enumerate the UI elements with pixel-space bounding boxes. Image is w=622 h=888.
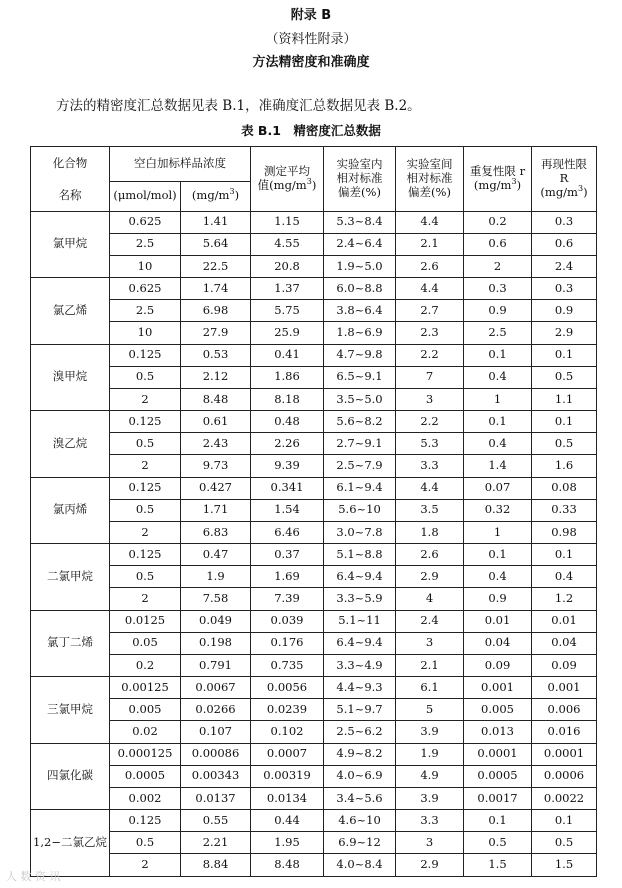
table-cell: 1.9~5.0 xyxy=(324,255,396,277)
table-row xyxy=(31,854,597,877)
header-unit-umol: (μmol/mol) xyxy=(110,182,181,212)
table-cell: 4.55 xyxy=(251,233,324,255)
table-cell: 5.6~10 xyxy=(324,499,396,521)
table-cell: 2.7 xyxy=(396,300,464,322)
table-cell: 0.04 xyxy=(532,632,597,654)
table-cell: 0.5 xyxy=(110,499,181,521)
table-cell: 2.5 xyxy=(110,233,181,255)
table-row xyxy=(31,455,597,477)
table-row xyxy=(31,278,597,300)
table-cell: 0.9 xyxy=(532,300,597,322)
table-cell: 4.0~6.9 xyxy=(324,765,396,787)
table-cell: 0.0005 xyxy=(464,765,532,787)
table-cell: 20.8 xyxy=(251,255,324,277)
header-intra-rsd: 实验室内 相对标准 偏差(%) xyxy=(324,147,396,212)
table-cell: 0.5 xyxy=(464,832,532,854)
table-cell: 3.3~4.9 xyxy=(324,654,396,676)
table-cell: 5.64 xyxy=(181,233,251,255)
table-row xyxy=(31,721,597,743)
table-cell: 0.125 xyxy=(110,810,181,832)
table-cell: 6.4~9.4 xyxy=(324,632,396,654)
table-cell: 1.1 xyxy=(532,388,597,410)
table-body xyxy=(31,211,597,877)
table-cell: 0.44 xyxy=(251,810,324,832)
compound-name: 氯乙烯 xyxy=(31,278,110,345)
table-row xyxy=(31,255,597,277)
table-cell: 0.1 xyxy=(532,344,597,366)
table-caption: 表 B.1 精密度汇总数据 xyxy=(241,123,381,138)
table-cell: 0.1 xyxy=(464,544,532,566)
table-cell: 2.3 xyxy=(396,322,464,344)
table-cell: 0.01 xyxy=(464,610,532,632)
table-cell: 0.5 xyxy=(532,366,597,388)
table-cell: 3.4~5.6 xyxy=(324,787,396,809)
table-cell: 3.9 xyxy=(396,787,464,809)
table-cell: 1.37 xyxy=(251,278,324,300)
table-cell: 6.1 xyxy=(396,677,464,699)
table-cell: 0.08 xyxy=(532,477,597,499)
table-cell: 2.7~9.1 xyxy=(324,433,396,455)
table-cell: 1.5 xyxy=(532,854,597,877)
table-cell: 0.002 xyxy=(110,787,181,809)
table-cell: 8.84 xyxy=(181,854,251,877)
table-cell: 0.107 xyxy=(181,721,251,743)
table-cell: 0.5 xyxy=(532,832,597,854)
compound-name: 氯丁二烯 xyxy=(31,610,110,677)
table-cell: 2.12 xyxy=(181,366,251,388)
table-cell: 0.001 xyxy=(532,677,597,699)
table-cell: 0.0239 xyxy=(251,699,324,721)
table-cell: 0.9 xyxy=(464,300,532,322)
table-cell: 0.0005 xyxy=(110,765,181,787)
table-cell: 2.4 xyxy=(532,255,597,277)
table-row xyxy=(31,499,597,521)
header-compound-name: 名称 xyxy=(31,182,110,212)
table-cell: 0.4 xyxy=(464,433,532,455)
table-cell: 9.73 xyxy=(181,455,251,477)
table-cell: 2.4 xyxy=(396,610,464,632)
table-cell: 2 xyxy=(110,455,181,477)
table-cell: 0.98 xyxy=(532,521,597,543)
table-cell: 2.2 xyxy=(396,344,464,366)
table-cell: 10 xyxy=(110,255,181,277)
table-cell: 2 xyxy=(110,588,181,610)
table-cell: 0.1 xyxy=(532,810,597,832)
table-cell: 3 xyxy=(396,632,464,654)
table-cell: 3.0~7.8 xyxy=(324,521,396,543)
table-cell: 1.4 xyxy=(464,455,532,477)
table-cell: 0.00343 xyxy=(181,765,251,787)
table-cell: 1.15 xyxy=(251,211,324,233)
table-cell: 0.47 xyxy=(181,544,251,566)
table-cell: 0.3 xyxy=(464,278,532,300)
table-cell: 2.1 xyxy=(396,654,464,676)
table-cell: 1.69 xyxy=(251,566,324,588)
table-row xyxy=(31,654,597,676)
watermark: 人 数 资 讯 xyxy=(6,870,61,883)
compound-name: 二氯甲烷 xyxy=(31,544,110,611)
table-cell: 5.75 xyxy=(251,300,324,322)
table-cell: 0.005 xyxy=(110,699,181,721)
appendix-title: 方法精密度和准确度 xyxy=(252,55,370,70)
table-row xyxy=(31,677,597,699)
table-row xyxy=(31,787,597,809)
table-cell: 3 xyxy=(396,388,464,410)
table-cell: 6.83 xyxy=(181,521,251,543)
table-cell: 2.5~7.9 xyxy=(324,455,396,477)
header-reproducibility-limit: 再现性限 R $(mg/m^3)$ xyxy=(532,147,597,212)
table-cell: 8.18 xyxy=(251,388,324,410)
table-cell: 0.1 xyxy=(464,810,532,832)
table-cell: 1.54 xyxy=(251,499,324,521)
table-cell: 0.48 xyxy=(251,411,324,433)
table-cell: 5.1~11 xyxy=(324,610,396,632)
table-cell: 4.9~8.2 xyxy=(324,743,396,765)
table-cell: 1 xyxy=(464,521,532,543)
compound-name: 溴乙烷 xyxy=(31,411,110,478)
table-cell: 1.6 xyxy=(532,455,597,477)
table-cell: 0.00319 xyxy=(251,765,324,787)
table-cell: 0.09 xyxy=(532,654,597,676)
table-cell: 2.9 xyxy=(532,322,597,344)
table-cell: 1.86 xyxy=(251,366,324,388)
table-cell: 0.000125 xyxy=(110,743,181,765)
table-row xyxy=(31,211,597,233)
table-cell: 3.9 xyxy=(396,721,464,743)
table-row xyxy=(31,322,597,344)
table-row xyxy=(31,477,597,499)
table-cell: 0.61 xyxy=(181,411,251,433)
table-row xyxy=(31,632,597,654)
table-cell: 0.37 xyxy=(251,544,324,566)
table-cell: 0.55 xyxy=(181,810,251,832)
table-cell: 0.341 xyxy=(251,477,324,499)
table-cell: 0.5 xyxy=(110,566,181,588)
table-cell: 0.02 xyxy=(110,721,181,743)
table-cell: 0.32 xyxy=(464,499,532,521)
table-cell: 0.1 xyxy=(532,411,597,433)
precision-table xyxy=(30,146,597,877)
table-cell: 7 xyxy=(396,366,464,388)
table-cell: 1.41 xyxy=(181,211,251,233)
table-row xyxy=(31,411,597,433)
table-cell: 7.39 xyxy=(251,588,324,610)
table-cell: 2.5~6.2 xyxy=(324,721,396,743)
table-cell: 2 xyxy=(110,388,181,410)
table-cell: 4.4 xyxy=(396,477,464,499)
table-cell: 0.176 xyxy=(251,632,324,654)
table-cell: 0.41 xyxy=(251,344,324,366)
compound-name: 氯丙烯 xyxy=(31,477,110,544)
table-cell: 0.0266 xyxy=(181,699,251,721)
table-cell: 1.8 xyxy=(396,521,464,543)
compound-name: 溴甲烷 xyxy=(31,344,110,411)
table-cell: 6.0~8.8 xyxy=(324,278,396,300)
table-cell: 0.013 xyxy=(464,721,532,743)
table-cell: 0.625 xyxy=(110,278,181,300)
table-cell: 0.2 xyxy=(110,654,181,676)
table-cell: 5 xyxy=(396,699,464,721)
table-cell: 0.00086 xyxy=(181,743,251,765)
table-cell: 4.0~8.4 xyxy=(324,854,396,877)
table-cell: 9.39 xyxy=(251,455,324,477)
table-cell: 7.58 xyxy=(181,588,251,610)
table-cell: 0.427 xyxy=(181,477,251,499)
table-cell: 4.4~9.3 xyxy=(324,677,396,699)
table-cell: 2.6 xyxy=(396,544,464,566)
appendix-type: （资料性附录） xyxy=(265,32,357,47)
table-cell: 0.0056 xyxy=(251,677,324,699)
header-mean-value: 测定平均 值$(mg/m^3)$ xyxy=(251,147,324,212)
appendix-label: 附录 B xyxy=(290,8,332,23)
table-cell: 5.1~8.8 xyxy=(324,544,396,566)
header-compound: 化合物 xyxy=(31,147,110,182)
table-cell: 2.2 xyxy=(396,411,464,433)
table-cell: 4.9 xyxy=(396,765,464,787)
table-row xyxy=(31,810,597,832)
table-cell: 0.6 xyxy=(532,233,597,255)
compound-name: 氯甲烷 xyxy=(31,211,110,278)
table-cell: 3.3 xyxy=(396,455,464,477)
table-row xyxy=(31,743,597,765)
table-cell: 2.21 xyxy=(181,832,251,854)
table-cell: 1.5 xyxy=(464,854,532,877)
table-cell: 0.00125 xyxy=(110,677,181,699)
table-cell: 4.7~9.8 xyxy=(324,344,396,366)
table-cell: 0.001 xyxy=(464,677,532,699)
table-cell: 0.04 xyxy=(464,632,532,654)
table-cell: 0.09 xyxy=(464,654,532,676)
table-cell: 4.4 xyxy=(396,211,464,233)
table-cell: 0.33 xyxy=(532,499,597,521)
table-cell: 0.102 xyxy=(251,721,324,743)
table-cell: 0.1 xyxy=(464,411,532,433)
table-cell: 0.5 xyxy=(110,366,181,388)
table-row xyxy=(31,699,597,721)
table-cell: 0.006 xyxy=(532,699,597,721)
table-cell: 0.3 xyxy=(532,211,597,233)
header-inter-rsd: 实验室间 相对标准 偏差(%) xyxy=(396,147,464,212)
table-row xyxy=(31,300,597,322)
table-cell: 0.0067 xyxy=(181,677,251,699)
table-cell: 6.1~9.4 xyxy=(324,477,396,499)
table-cell: 8.48 xyxy=(251,854,324,877)
table-cell: 2.6 xyxy=(396,255,464,277)
table-cell: 2.9 xyxy=(396,566,464,588)
table-cell: 4.4 xyxy=(396,278,464,300)
header-unit-mg: $(mg/m^3)$ xyxy=(181,182,251,212)
table-cell: 0.735 xyxy=(251,654,324,676)
table-cell: 2.26 xyxy=(251,433,324,455)
table-cell: 8.48 xyxy=(181,388,251,410)
table-cell: 2.9 xyxy=(396,854,464,877)
intro-paragraph: 方法的精密度汇总数据见表 B.1，准确度汇总数据见表 B.2。 xyxy=(56,98,421,114)
table-cell: 0.4 xyxy=(464,366,532,388)
header-repeatability-limit: 重复性限 r $(mg/m^3)$ xyxy=(464,147,532,212)
table-row xyxy=(31,544,597,566)
table-cell: 0.4 xyxy=(464,566,532,588)
table-cell: 0.625 xyxy=(110,211,181,233)
table-cell: 0.53 xyxy=(181,344,251,366)
table-cell: 3.8~6.4 xyxy=(324,300,396,322)
table-cell: 0.0137 xyxy=(181,787,251,809)
table-cell: 1.8~6.9 xyxy=(324,322,396,344)
table-cell: 2 xyxy=(464,255,532,277)
table-cell: 0.0125 xyxy=(110,610,181,632)
table-cell: 0.5 xyxy=(532,433,597,455)
table-cell: 0.6 xyxy=(464,233,532,255)
table-row xyxy=(31,388,597,410)
compound-name: 四氯化碳 xyxy=(31,743,110,810)
table-cell: 2.1 xyxy=(396,233,464,255)
table-cell: 0.05 xyxy=(110,632,181,654)
table-cell: 6.98 xyxy=(181,300,251,322)
table-cell: 0.125 xyxy=(110,544,181,566)
table-cell: 0.0006 xyxy=(532,765,597,787)
table-cell: 3.5~5.0 xyxy=(324,388,396,410)
table-cell: 3.5 xyxy=(396,499,464,521)
header-spike-concentration: 空白加标样品浓度 xyxy=(110,147,251,182)
table-cell: 0.198 xyxy=(181,632,251,654)
table-cell: 0.049 xyxy=(181,610,251,632)
table-row xyxy=(31,433,597,455)
table-cell: 2.4~6.4 xyxy=(324,233,396,255)
table-cell: 0.5 xyxy=(110,832,181,854)
table-cell: 0.0001 xyxy=(532,743,597,765)
table-cell: 4.6~10 xyxy=(324,810,396,832)
table-cell: 2.5 xyxy=(464,322,532,344)
table-cell: 5.6~8.2 xyxy=(324,411,396,433)
table-cell: 0.125 xyxy=(110,344,181,366)
table-row xyxy=(31,233,597,255)
compound-name: 三氯甲烷 xyxy=(31,677,110,744)
table-cell: 6.46 xyxy=(251,521,324,543)
table-cell: 27.9 xyxy=(181,322,251,344)
table-cell: 1.95 xyxy=(251,832,324,854)
table-row xyxy=(31,832,597,854)
table-row xyxy=(31,610,597,632)
table-cell: 0.016 xyxy=(532,721,597,743)
table-row xyxy=(31,366,597,388)
table-cell: 0.2 xyxy=(464,211,532,233)
table-cell: 0.1 xyxy=(532,544,597,566)
table-cell: 22.5 xyxy=(181,255,251,277)
compound-name: 1,2−二氯乙烷 xyxy=(31,810,110,877)
table-cell: 0.07 xyxy=(464,477,532,499)
table-cell: 5.3 xyxy=(396,433,464,455)
table-cell: 2.5 xyxy=(110,300,181,322)
table-cell: 0.791 xyxy=(181,654,251,676)
table-cell: 5.3~8.4 xyxy=(324,211,396,233)
table-cell: 1.2 xyxy=(532,588,597,610)
table-cell: 0.125 xyxy=(110,477,181,499)
table-cell: 1.9 xyxy=(396,743,464,765)
table-cell: 0.0022 xyxy=(532,787,597,809)
table-cell: 6.5~9.1 xyxy=(324,366,396,388)
table-cell: 6.4~9.4 xyxy=(324,566,396,588)
table-cell: 0.5 xyxy=(110,433,181,455)
table-cell: 3.3 xyxy=(396,810,464,832)
table-cell: 3 xyxy=(396,832,464,854)
table-cell: 0.4 xyxy=(532,566,597,588)
table-cell: 0.01 xyxy=(532,610,597,632)
table-cell: 0.9 xyxy=(464,588,532,610)
table-cell: 2 xyxy=(110,854,181,877)
table-row xyxy=(31,566,597,588)
table-cell: 0.0017 xyxy=(464,787,532,809)
table-cell: 1.74 xyxy=(181,278,251,300)
table-row xyxy=(31,521,597,543)
table-row xyxy=(31,344,597,366)
table-cell: 10 xyxy=(110,322,181,344)
table-cell: 3.3~5.9 xyxy=(324,588,396,610)
table-cell: 1 xyxy=(464,388,532,410)
table-cell: 5.1~9.7 xyxy=(324,699,396,721)
table-cell: 0.0001 xyxy=(464,743,532,765)
table-cell: 0.3 xyxy=(532,278,597,300)
table-cell: 1.71 xyxy=(181,499,251,521)
table-cell: 0.0007 xyxy=(251,743,324,765)
table-cell: 0.005 xyxy=(464,699,532,721)
table-cell: 2.43 xyxy=(181,433,251,455)
table-row xyxy=(31,588,597,610)
table-cell: 2 xyxy=(110,521,181,543)
table-cell: 4 xyxy=(396,588,464,610)
table-row xyxy=(31,765,597,787)
table-cell: 0.1 xyxy=(464,344,532,366)
table-cell: 6.9~12 xyxy=(324,832,396,854)
table-cell: 0.125 xyxy=(110,411,181,433)
table-cell: 0.039 xyxy=(251,610,324,632)
table-cell: 25.9 xyxy=(251,322,324,344)
table-cell: 1.9 xyxy=(181,566,251,588)
table-cell: 0.0134 xyxy=(251,787,324,809)
